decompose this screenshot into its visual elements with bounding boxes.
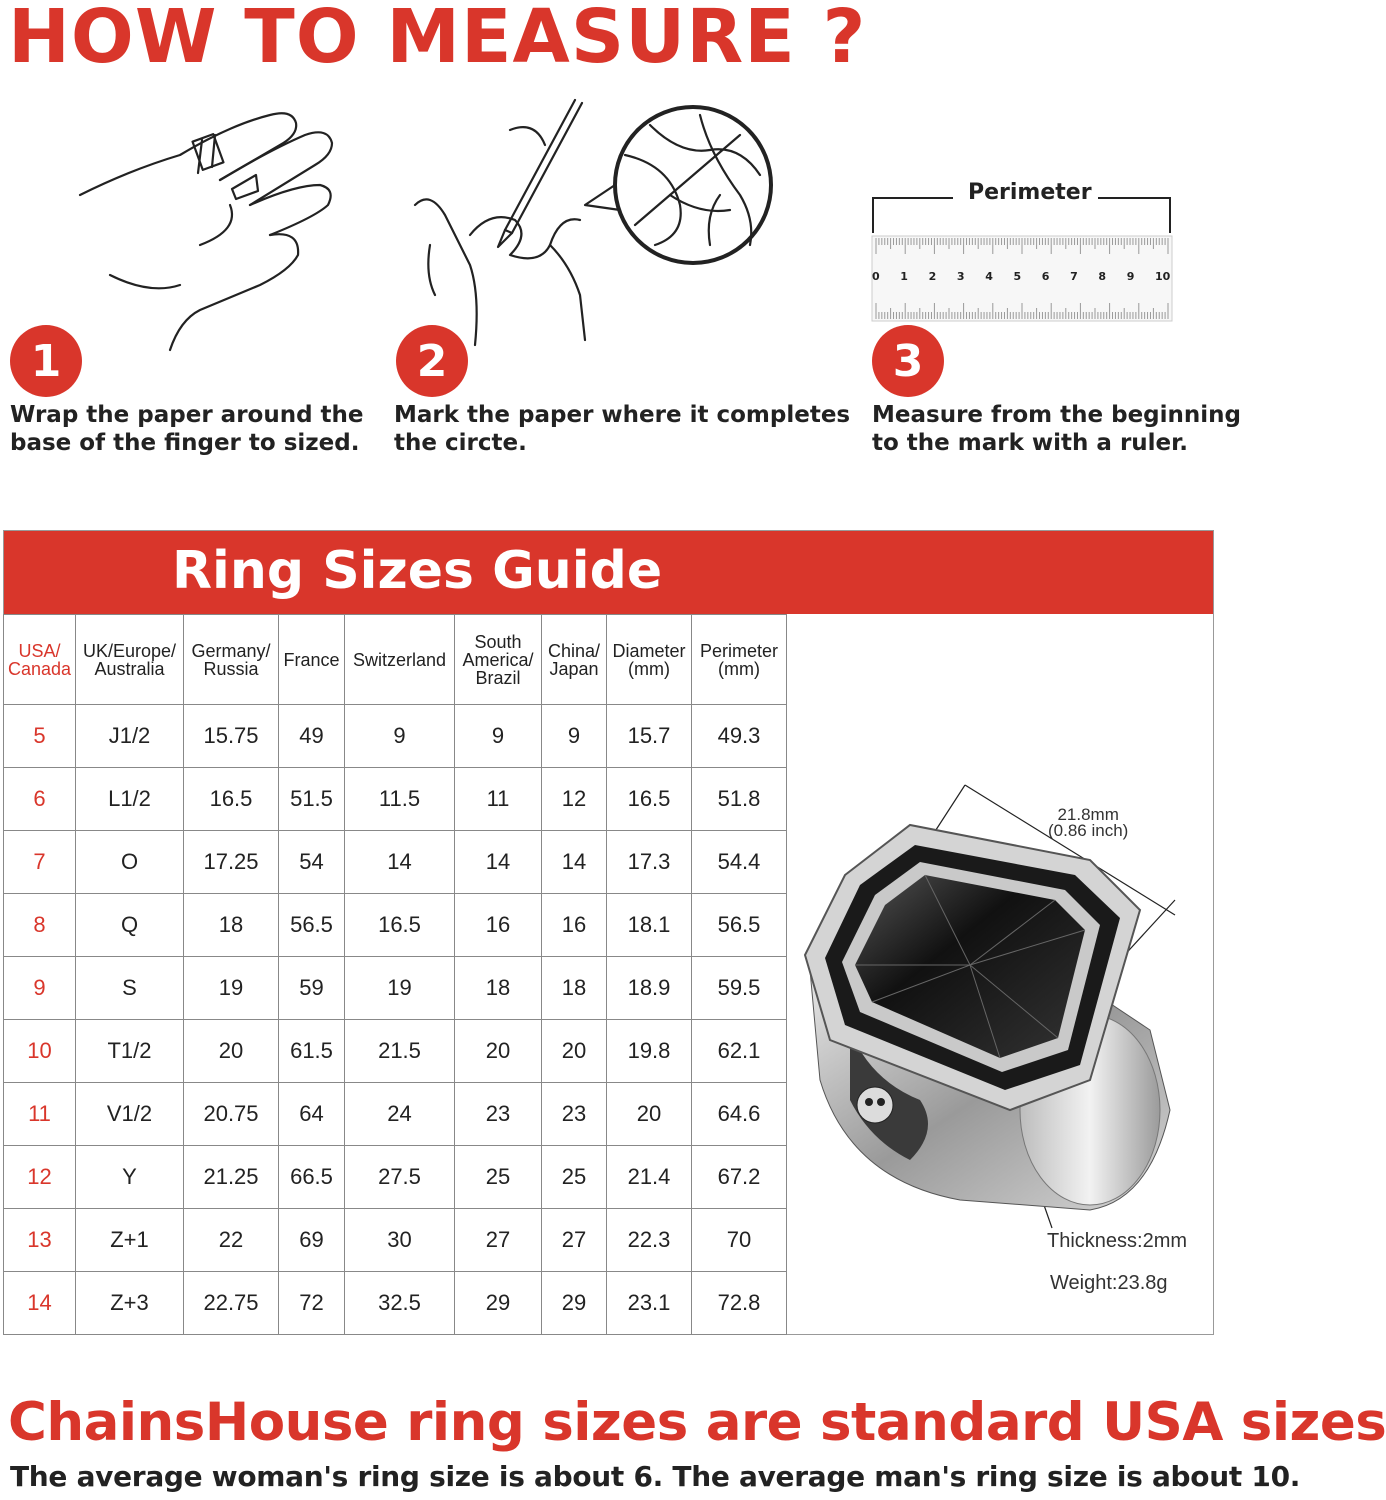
column-header-line: Canada <box>7 658 72 679</box>
size-cell: 32.5 <box>345 1272 455 1335</box>
size-cell: 18 <box>455 957 542 1020</box>
ruler-number: 4 <box>985 270 993 283</box>
column-header-line: America/ <box>462 649 534 670</box>
size-cell: 64 <box>279 1083 345 1146</box>
size-cell: O <box>76 831 184 894</box>
size-cell: 69 <box>279 1209 345 1272</box>
standard-sizes-tagline: ChainsHouse ring sizes are standard USA sizes <box>8 1392 1386 1453</box>
size-cell: 27 <box>455 1209 542 1272</box>
size-cell: 16.5 <box>345 894 455 957</box>
table-row <box>4 1272 787 1335</box>
size-cell: 67.2 <box>692 1146 787 1209</box>
size-cell: 54 <box>279 831 345 894</box>
size-cell: 27 <box>542 1209 607 1272</box>
size-cell: 29 <box>542 1272 607 1335</box>
column-header-line: Diameter <box>612 640 686 661</box>
size-cell: 22 <box>184 1209 279 1272</box>
column-header <box>76 615 184 705</box>
size-cell: 64.6 <box>692 1083 787 1146</box>
size-cell: 16 <box>542 894 607 957</box>
size-cell: 16 <box>455 894 542 957</box>
size-cell: 9 <box>542 705 607 768</box>
column-header-line: Australia <box>94 658 165 679</box>
size-cell: 18 <box>542 957 607 1020</box>
size-cell: 49 <box>279 705 345 768</box>
size-cell: 21.4 <box>607 1146 692 1209</box>
usa-size-cell: 5 <box>4 705 76 768</box>
size-cell: 16.5 <box>607 768 692 831</box>
size-cell: 20 <box>184 1020 279 1083</box>
table-row <box>4 957 787 1020</box>
column-header-line: Germany/ <box>191 640 271 661</box>
size-cell: 20 <box>607 1083 692 1146</box>
ruler-number: 6 <box>1041 270 1050 283</box>
step-1-text <box>10 401 364 457</box>
size-cell: 49.3 <box>692 705 787 768</box>
size-cell: 21.5 <box>345 1020 455 1083</box>
column-header-line: Perimeter <box>699 640 779 661</box>
guide-title: Ring Sizes Guide <box>172 541 663 601</box>
size-cell: 20.75 <box>184 1083 279 1146</box>
step-2-badge: 2 <box>396 325 468 397</box>
hand-wrap-illustration <box>70 95 360 360</box>
column-header <box>455 615 542 705</box>
column-header <box>4 615 76 705</box>
size-cell: 15.75 <box>184 705 279 768</box>
size-cell: 25 <box>455 1146 542 1209</box>
size-cell: 51.8 <box>692 768 787 831</box>
table-row <box>4 831 787 894</box>
size-cell: 22.75 <box>184 1272 279 1335</box>
size-cell: 22.3 <box>607 1209 692 1272</box>
table-row <box>4 1083 787 1146</box>
usa-size-cell: 7 <box>4 831 76 894</box>
column-header <box>184 615 279 705</box>
size-cell: 24 <box>345 1083 455 1146</box>
size-cell: 70 <box>692 1209 787 1272</box>
column-header-line: USA/ <box>18 640 61 661</box>
size-cell: 20 <box>455 1020 542 1083</box>
size-cell: 59 <box>279 957 345 1020</box>
ruler-number: 1 <box>900 270 908 283</box>
size-cell: 61.5 <box>279 1020 345 1083</box>
size-cell: 72.8 <box>692 1272 787 1335</box>
size-cell: 29 <box>455 1272 542 1335</box>
step-1-line-1: Wrap the paper around the <box>10 402 364 428</box>
ring-width-mm: 21.8mm <box>1057 805 1119 824</box>
ring-width-label <box>1048 807 1128 839</box>
column-header-line: Switzerland <box>352 649 447 670</box>
ring-weight: Weight:23.8g <box>1050 1272 1168 1294</box>
size-cell: 56.5 <box>692 894 787 957</box>
size-cell: T1/2 <box>76 1020 184 1083</box>
ruler-number: 3 <box>956 270 965 283</box>
size-cell: 23 <box>455 1083 542 1146</box>
size-cell: 14 <box>542 831 607 894</box>
table-row <box>4 1146 787 1209</box>
ring-image <box>790 780 1210 1230</box>
column-header-line: South <box>474 631 522 652</box>
ring-width-inch: (0.86 inch) <box>1048 821 1129 840</box>
size-cell: Z+1 <box>76 1209 184 1272</box>
mark-paper-illustration <box>410 95 780 355</box>
ruler-number: 8 <box>1098 270 1107 283</box>
ruler-number: 5 <box>1013 270 1022 283</box>
size-cell: 9 <box>455 705 542 768</box>
step-3-line-2: to the mark with a ruler. <box>872 430 1188 456</box>
column-header <box>345 615 455 705</box>
ruler-number: 7 <box>1070 270 1078 283</box>
guide-header <box>4 531 1213 614</box>
size-cell: 14 <box>455 831 542 894</box>
usa-size-cell: 12 <box>4 1146 76 1209</box>
ruler-number: 0 <box>872 270 880 283</box>
size-cell: 56.5 <box>279 894 345 957</box>
step-3-text <box>872 401 1241 457</box>
table-row <box>4 1209 787 1272</box>
size-cell: 17.3 <box>607 831 692 894</box>
usa-size-cell: 13 <box>4 1209 76 1272</box>
size-cell: 16.5 <box>184 768 279 831</box>
size-table <box>3 614 787 1335</box>
page-title: HOW TO MEASURE ? <box>8 0 867 80</box>
size-cell: Q <box>76 894 184 957</box>
size-cell: 20 <box>542 1020 607 1083</box>
column-header <box>542 615 607 705</box>
size-cell: 15.7 <box>607 705 692 768</box>
column-header-line: (mm) <box>718 658 760 679</box>
column-header-line: (mm) <box>628 658 670 679</box>
size-cell: 11.5 <box>345 768 455 831</box>
step-1-line-2: base of the finger to sized. <box>10 430 360 456</box>
size-cell: 17.25 <box>184 831 279 894</box>
ruler-perimeter-label: Perimeter <box>968 180 1092 205</box>
ruler-number: 9 <box>1126 270 1135 283</box>
size-cell: L1/2 <box>76 768 184 831</box>
column-header-line: Russia <box>203 658 259 679</box>
column-header-line: China/ <box>547 640 601 661</box>
size-cell: 11 <box>455 768 542 831</box>
column-header <box>279 615 345 705</box>
size-cell: 72 <box>279 1272 345 1335</box>
size-cell: 21.25 <box>184 1146 279 1209</box>
table-row <box>4 768 787 831</box>
usa-size-cell: 14 <box>4 1272 76 1335</box>
ruler-number: 2 <box>928 270 937 283</box>
size-cell: 19 <box>345 957 455 1020</box>
size-cell: 30 <box>345 1209 455 1272</box>
size-cell: 25 <box>542 1146 607 1209</box>
size-cell: 19.8 <box>607 1020 692 1083</box>
column-header <box>607 615 692 705</box>
step-2-text <box>394 401 850 457</box>
table-header-row <box>4 615 787 705</box>
size-cell: 59.5 <box>692 957 787 1020</box>
table-row <box>4 894 787 957</box>
size-cell: 23.1 <box>607 1272 692 1335</box>
usa-size-cell: 9 <box>4 957 76 1020</box>
size-cell: 18.9 <box>607 957 692 1020</box>
usa-size-cell: 8 <box>4 894 76 957</box>
step-2-line-2: the circte. <box>394 430 527 456</box>
step-3-badge: 3 <box>872 325 944 397</box>
ring-thickness: Thickness:2mm <box>1047 1230 1188 1252</box>
size-cell: Z+3 <box>76 1272 184 1335</box>
table-row <box>4 705 787 768</box>
ruler-number: 10 <box>1155 270 1171 283</box>
size-cell: 66.5 <box>279 1146 345 1209</box>
size-cell: 18.1 <box>607 894 692 957</box>
size-cell: Y <box>76 1146 184 1209</box>
usa-size-cell: 6 <box>4 768 76 831</box>
column-header-line: Japan <box>549 658 599 679</box>
table-row <box>4 1020 787 1083</box>
size-cell: 51.5 <box>279 768 345 831</box>
step-1-badge: 1 <box>10 325 82 397</box>
size-cell: S <box>76 957 184 1020</box>
average-size-note: The average woman's ring size is about 6. The average man's ring size is about 10. <box>10 1460 1301 1493</box>
column-header-line: Brazil <box>475 667 521 688</box>
size-cell: 23 <box>542 1083 607 1146</box>
size-cell: 19 <box>184 957 279 1020</box>
column-header-line: UK/Europe/ <box>82 640 177 661</box>
column-header-line: France <box>283 649 340 670</box>
usa-size-cell: 10 <box>4 1020 76 1083</box>
size-cell: 18 <box>184 894 279 957</box>
size-cell: J1/2 <box>76 705 184 768</box>
size-cell: 62.1 <box>692 1020 787 1083</box>
size-cell: 14 <box>345 831 455 894</box>
column-header <box>692 615 787 705</box>
size-cell: 9 <box>345 705 455 768</box>
size-cell: 12 <box>542 768 607 831</box>
step-3-line-1: Measure from the beginning <box>872 402 1241 428</box>
size-cell: 54.4 <box>692 831 787 894</box>
usa-size-cell: 11 <box>4 1083 76 1146</box>
size-cell: V1/2 <box>76 1083 184 1146</box>
size-cell: 27.5 <box>345 1146 455 1209</box>
step-2-line-1: Mark the paper where it completes <box>394 402 851 428</box>
